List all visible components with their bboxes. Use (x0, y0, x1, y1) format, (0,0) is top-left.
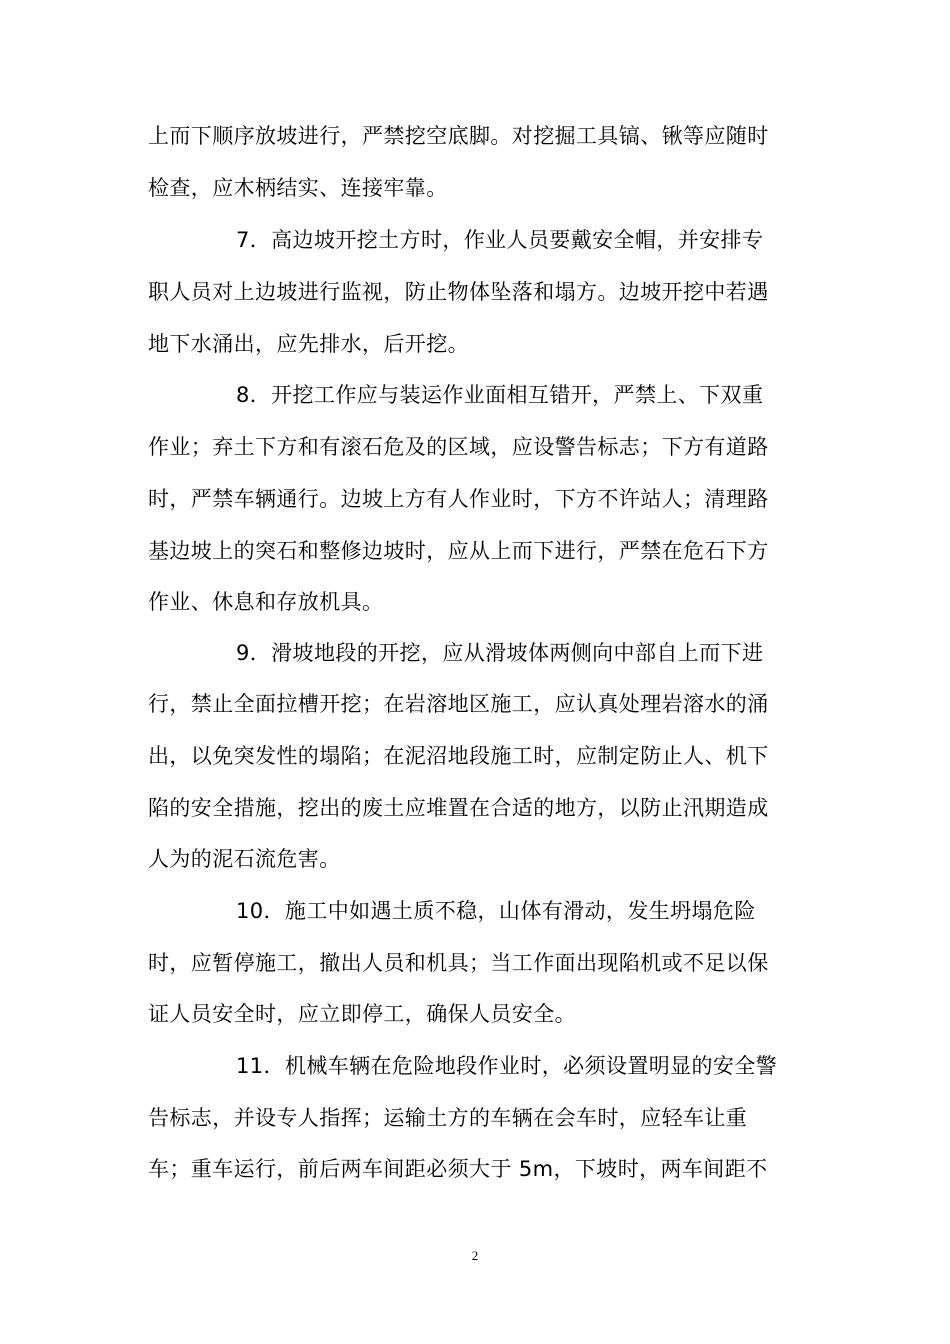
text-line: 告标志，并设专人指挥；运输土方的车辆在会车时，应轻车让重 (148, 1106, 748, 1130)
text-line: 人为的泥石流危害。 (148, 847, 341, 871)
text-line: 车；重车运行，前后两车间距必须大于 5m，下坡时，两车间距不 (148, 1157, 768, 1181)
paragraph-8-start: 8．开挖工作应与装运作业面相互错开，严禁上、下双重 (236, 383, 764, 407)
text-line: 上而下顺序放坡进行，严禁挖空底脚。对挖掘工具镐、锹等应随时 (148, 124, 769, 148)
text-line: 地下水涌出，应先排水，后开挖。 (148, 332, 469, 356)
text-line: 作业；弃土下方和有滚石危及的区域，应设警告标志；下方有道路 (148, 435, 769, 459)
text-line: 职人员对上边坡进行监视，防止物体坠落和塌方。边坡开挖中若遇 (148, 280, 769, 304)
text-line: 证人员安全时，应立即停工，确保人员安全。 (148, 1002, 576, 1026)
paragraph-11-start: 11．机械车辆在危险地段作业时，必须设置明显的安全警 (236, 1054, 778, 1078)
text-line: 陷的安全措施，挖出的废土应堆置在合适的地方，以防止汛期造成 (148, 796, 769, 820)
paragraph-9-start: 9．滑坡地段的开挖，应从滑坡体两侧向中部自上而下进 (236, 641, 764, 665)
page-number: 2 (471, 1248, 479, 1263)
text-line: 出，以免突发性的塌陷；在泥沼地段施工时，应制定防止人、机下 (148, 744, 769, 768)
text-line: 时，应暂停施工，撤出人员和机具；当工作面出现陷机或不足以保 (148, 951, 769, 975)
paragraph-10-start: 10．施工中如遇土质不稳，山体有滑动，发生坍塌危险 (236, 899, 756, 923)
text-line: 时，严禁车辆通行。边坡上方有人作业时，下方不许站人；清理路 (148, 487, 769, 511)
text-line: 检查，应木柄结实、连接牢靠。 (148, 176, 448, 200)
paragraph-7-start: 7．高边坡开挖土方时，作业人员要戴安全帽，并安排专 (236, 228, 764, 252)
text-line: 作业、休息和存放机具。 (148, 590, 384, 614)
text-line: 行，禁止全面拉槽开挖；在岩溶地区施工，应认真处理岩溶水的涌 (148, 692, 769, 716)
text-line: 基边坡上的突石和整修边坡时，应从上而下进行，严禁在危石下方 (148, 539, 769, 563)
